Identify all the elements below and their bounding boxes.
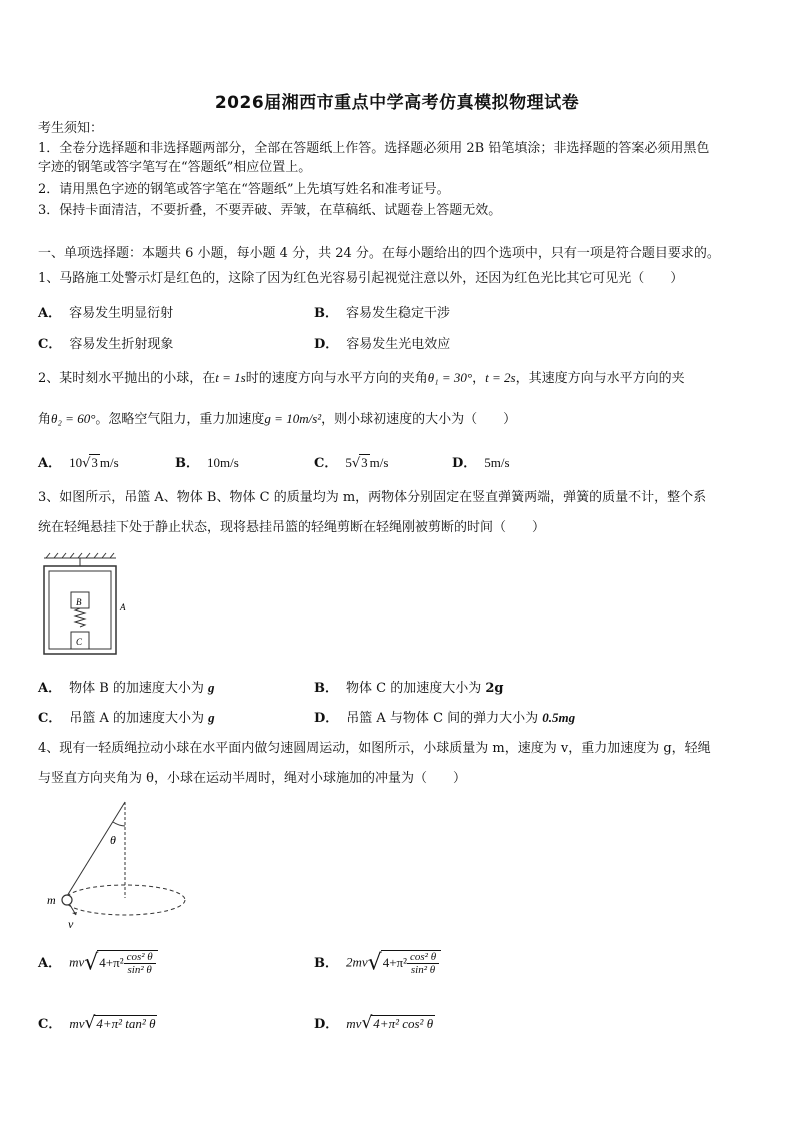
q2-option-a[interactable]: A． 10√3 m/s (38, 455, 119, 471)
q1-option-c[interactable]: C． 容易发生折射现象 (38, 337, 174, 352)
q2-stem-line1: 2、某时刻水平抛出的小球，在t = 1s时的速度方向与水平方向的夹角θ₁ = 30°，t = 2s，其速度方向与水平方向的夹 (38, 370, 685, 386)
label-v: v (68, 917, 74, 931)
page-title: 2026届湘西市重点中学高考仿真模拟物理试卷 (214, 93, 580, 113)
label-m: m (47, 893, 56, 907)
q1-option-b[interactable]: B． 容易发生稳定干涉 (314, 306, 451, 321)
q4-option-c[interactable]: C． mv√4+π² tan² θ (38, 1013, 156, 1033)
spring (75, 608, 85, 627)
q3-stem-line2: 统在轻绳悬挂下处于静止状态，现将悬挂吊篮的轻绳剪断在轻绳刚被剪断的时间（ ） (38, 520, 546, 535)
q2-option-d[interactable]: D． 5m/s (452, 455, 510, 471)
q1-option-a[interactable]: A． 容易发生明显衍射 (38, 306, 174, 321)
q3-option-a[interactable]: A． 物体 B 的加速度大小为 g (38, 680, 215, 696)
notice-item-1-cont: 字迹的钢笔或答字笔写在“答题纸”相应位置上。 (38, 160, 312, 175)
label-theta: θ (110, 833, 116, 847)
q3-option-d[interactable]: D． 吊篮 A 与物体 C 间的弹力大小为 0.5mg (314, 710, 576, 726)
notice-item-2: 2．请用黑色字迹的钢笔或答字笔在“答题纸”上先填写姓名和准考证号。 (38, 182, 450, 197)
string (67, 802, 125, 896)
q4-stem-line1: 4、现有一轻质绳拉动小球在水平面内做匀速圆周运动，如图所示，小球质量为 m，速度为 v，重力加速度为 g，轻绳 (38, 741, 711, 756)
notice-item-3: 3．保持卡面清洁，不要折叠，不要弄破、弄皱，在草稿纸、试题卷上答题无效。 (38, 203, 502, 218)
label-a: A (120, 602, 126, 612)
q2-stem-line2: 角θ₂ = 60°。忽略空气阻力，重力加速度g = 10m/s²，则小球初速度的大小为（ ） (38, 411, 517, 427)
section-heading: 一、单项选择题：本题共 6 小题，每小题 4 分，共 24 分。在每小题给出的四个选项中，只有一项是符合题目要求的。 (38, 246, 720, 261)
notice-item-1: 1．全卷分选择题和非选择题两部分，全部在答题纸上作答。选择题必须用 2B 铅笔填涂；非选择题的答案必须用黑色 (38, 141, 710, 156)
q4-option-b[interactable]: B． 2mv√4+π² $\frac{\text{cos² θ}}{\text{sin² θ}}$ (314, 950, 441, 976)
q3-figure (36, 552, 136, 662)
notice-heading: 考生须知： (38, 121, 104, 136)
ceiling-hatch (44, 553, 116, 558)
q2-option-b[interactable]: B． 10m/s (175, 455, 239, 471)
q4-stem-line2: 与竖直方向夹角为 θ，小球在运动半周时，绳对小球施加的冲量为（ ） (38, 771, 466, 786)
angle-arc (113, 822, 125, 826)
q4-figure (40, 798, 200, 932)
q4-option-d[interactable]: D． mv√4+π² cos² θ (314, 1013, 434, 1033)
q3-stem-line1: 3、如图所示，吊篮 A、物体 B、物体 C 的质量均为 m，两物体分别固定在竖直弹簧两端，弹簧的质量不计，整个系 (38, 490, 707, 505)
q3-option-c[interactable]: C． 吊篮 A 的加速度大小为 g (38, 710, 215, 726)
ball (62, 895, 72, 905)
q2-option-c[interactable]: C． 5√3 m/s (314, 455, 389, 471)
q3-option-b[interactable]: B． 物体 C 的加速度大小为 2g (314, 681, 504, 696)
q1-option-d[interactable]: D． 容易发生光电效应 (314, 337, 451, 352)
label-c: C (76, 637, 83, 647)
q1-stem: 1、马路施工处警示灯是红色的，这除了因为红色光容易引起视觉注意以外，还因为红色光比其它可见光（ ） (38, 271, 684, 286)
label-b: B (76, 597, 82, 607)
q4-option-a[interactable]: A． mv√4+π² $\frac{\text{cos² θ}}{\text{sin² θ}}$ (38, 950, 158, 976)
